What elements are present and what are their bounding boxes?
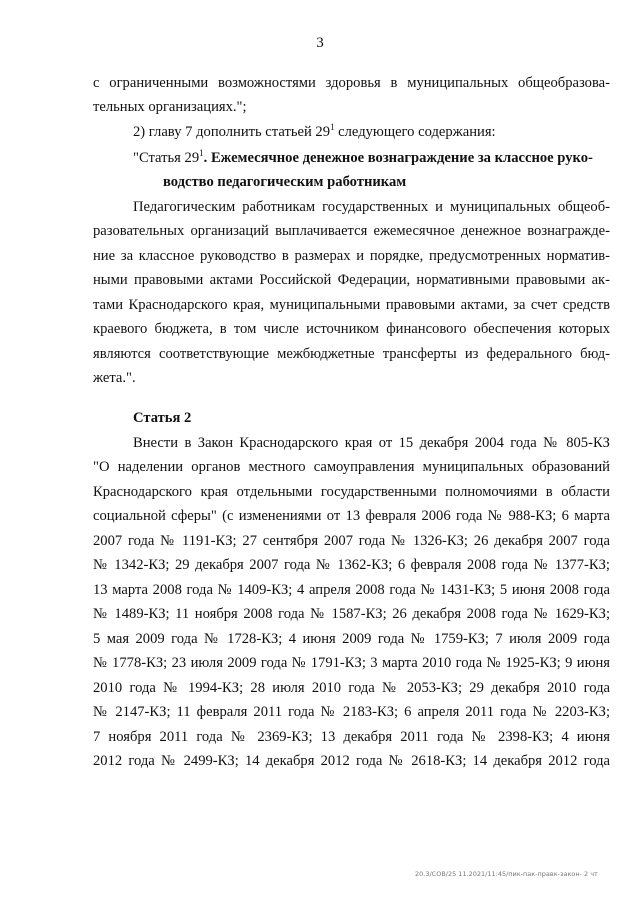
text-line — [133, 433, 610, 453]
text-line — [93, 457, 610, 477]
text-line-main: № 1342-КЗ; 29 декабря 2007 года № 1362-КЗ; 6 февраля 2008 года № 1377-КЗ; — [93, 557, 610, 573]
text-line-main: с ограниченными возможностями здоровья в муниципальных общеобразова- — [93, 75, 610, 91]
text-line-main: ными правовыми актами Российской Федерации, нормативными правовыми ак- — [93, 272, 610, 288]
text-line — [133, 148, 610, 168]
text-line-main: 2010 года № 1994-КЗ; 28 июля 2010 года № 2053-КЗ; 29 декабря 2010 года — [93, 680, 610, 696]
text-line-main: "Статья 29 — [133, 150, 200, 166]
text-line — [133, 408, 610, 428]
text-line-main: являются соответствующие межбюджетные трансферты из федерального бюд- — [93, 346, 610, 362]
footer-stamp: 20.3/COB/25 11.2021/11:45/пик-пак-правк-закон- 2 чт — [415, 870, 598, 878]
text-line — [93, 270, 610, 290]
superscript: 1 — [330, 122, 335, 132]
text-line — [93, 482, 610, 502]
text-line — [93, 580, 610, 600]
text-line-main: 5 мая 2009 года № 1728-КЗ; 4 июня 2009 года № 1759-КЗ; 7 июля 2009 года — [93, 631, 610, 647]
text-line-main: 2) главу 7 дополнить статьей 29 — [133, 124, 331, 140]
text-line-main: Статья 2 — [133, 410, 192, 426]
text-line-main: "О наделении органов местного самоуправления муниципальных образований — [93, 459, 610, 475]
text-line — [93, 319, 610, 339]
text-line-main: социальной сферы" (с изменениями от 13 февраля 2006 года № 988-КЗ; 6 марта — [93, 508, 610, 524]
text-line-main: ние за классное руководство в размерах и порядке, предусмотренных норматив- — [93, 248, 610, 264]
text-line — [93, 97, 610, 117]
text-line-main: разовательных организаций выплачивается ежемесячное денежное вознагражде- — [93, 223, 610, 239]
text-line — [93, 751, 610, 771]
text-line-main: тами Краснодарского края, муниципальными правовыми актами, за счет средств — [93, 297, 610, 313]
superscript: 1 — [199, 148, 204, 158]
text-line — [93, 368, 610, 388]
page-number: 3 — [316, 35, 324, 51]
text-line — [93, 344, 610, 364]
text-line-main: Внести в Закон Краснодарского края от 15 декабря 2004 года № 805-КЗ — [133, 435, 610, 451]
text-line — [93, 73, 610, 93]
text-line — [93, 506, 610, 526]
text-line — [93, 702, 610, 722]
text-line-main: № 2147-КЗ; 11 февраля 2011 года № 2183-КЗ; 6 апреля 2011 года № 2203-КЗ; — [93, 704, 610, 720]
text-line — [133, 122, 610, 142]
text-line-main: 7 ноября 2011 года № 2369-КЗ; 13 декабря 2011 года № 2398-КЗ; 4 июня — [93, 729, 610, 745]
article-heading: . Ежемесячное денежное вознаграждение за классное руко- — [203, 150, 593, 166]
text-line-main: жета.". — [93, 370, 136, 386]
text-line-main: № 1489-КЗ; 11 ноября 2008 года № 1587-КЗ; 26 декабря 2008 года № 1629-КЗ; — [93, 606, 610, 622]
text-line — [93, 295, 610, 315]
text-line-main: тельных организациях."; — [93, 99, 247, 115]
text-line — [93, 555, 610, 575]
text-line — [93, 653, 610, 673]
text-line-main: Педагогическим работникам государственных и муниципальных общеоб- — [133, 199, 610, 215]
text-line-main: 2007 года № 1191-КЗ; 27 сентября 2007 года № 1326-КЗ; 26 декабря 2007 года — [93, 533, 610, 549]
text-line — [93, 727, 610, 747]
text-line — [93, 221, 610, 241]
text-line-main: 13 марта 2008 года № 1409-КЗ; 4 апреля 2008 года № 1431-КЗ; 5 июня 2008 года — [93, 582, 610, 598]
text-line-main: 2012 года № 2499-КЗ; 14 декабря 2012 года № 2618-КЗ; 14 декабря 2012 года — [93, 753, 610, 769]
text-line-tail: следующего содержания: — [334, 124, 496, 140]
text-line — [93, 246, 610, 266]
text-line — [93, 604, 610, 624]
text-line-main: краевого бюджета, в том числе источником финансового обеспечения которых — [93, 321, 610, 337]
text-line — [93, 531, 610, 551]
text-line-main: Краснодарского края отдельными государственными полномочиями в области — [93, 484, 610, 500]
text-line — [133, 197, 610, 217]
text-line — [93, 678, 610, 698]
text-line — [163, 172, 610, 192]
text-line-main: водство педагогическим работникам — [163, 174, 407, 190]
text-line-main: № 1778-КЗ; 23 июля 2009 года № 1791-КЗ; 3 марта 2010 года № 1925-КЗ; 9 июня — [93, 655, 610, 671]
text-line — [93, 629, 610, 649]
